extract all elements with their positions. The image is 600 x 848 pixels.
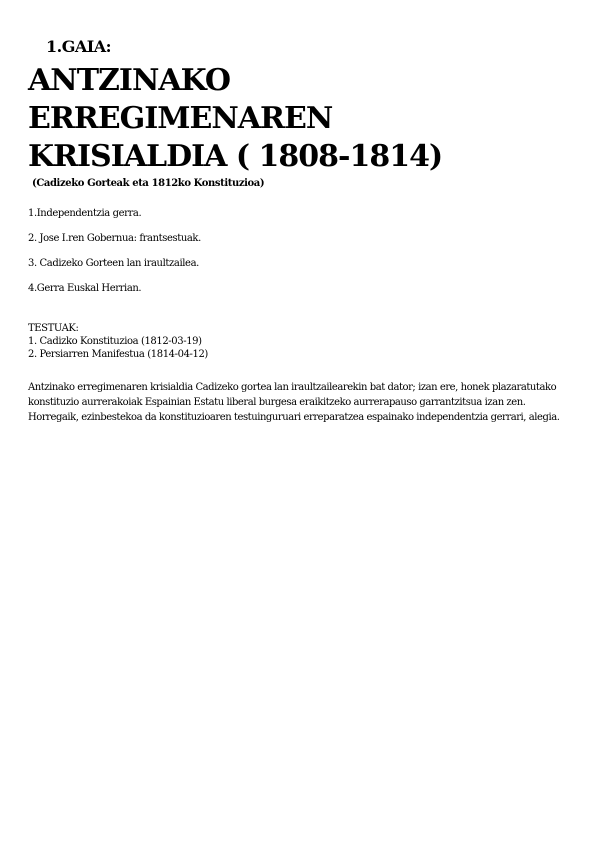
title-line: KRISIALDIA ( 1808-1814) bbox=[28, 139, 443, 174]
title-line: ANTZINAKO bbox=[28, 63, 231, 98]
page-title bbox=[28, 62, 442, 176]
topic-outline bbox=[28, 208, 201, 308]
texts-section bbox=[28, 322, 208, 361]
text-item: 2. Persiarren Manifestua (1814-04-12) bbox=[28, 349, 208, 360]
texts-label: TESTUAK: bbox=[28, 323, 79, 334]
outline-item: 2. Jose I.ren Gobernua: frantsestuak. bbox=[28, 233, 201, 244]
subtitle: (Cadizeko Gorteak eta 1812ko Konstituzioa) bbox=[32, 178, 265, 189]
text-item: 1. Cadizko Konstituzioa (1812-03-19) bbox=[28, 336, 202, 347]
topic-number: 1.GAIA: bbox=[46, 37, 112, 56]
outline-item: 4.Gerra Euskal Herrian. bbox=[28, 283, 142, 294]
outline-item: 1.Independentzia gerra. bbox=[28, 208, 142, 219]
title-line: ERREGIMENAREN bbox=[28, 101, 333, 136]
outline-item: 3. Cadizeko Gorteen lan iraultzailea. bbox=[28, 258, 199, 269]
intro-paragraph: Antzinako erregimenaren krisialdia Cadizeko gortea lan iraultzailearekin bat dator; izan ere, honek plazaratutako konstituzio aurrerakoiak Espainian Estatu liberal burgesa eraikitzeko aurrerapauso garrantzitsua izan zen. Horregaik, ezinbestekoa da konstituzioaren testuinguruari erreparatzea espainako independentzia gerrari, alegia. bbox=[28, 382, 560, 423]
